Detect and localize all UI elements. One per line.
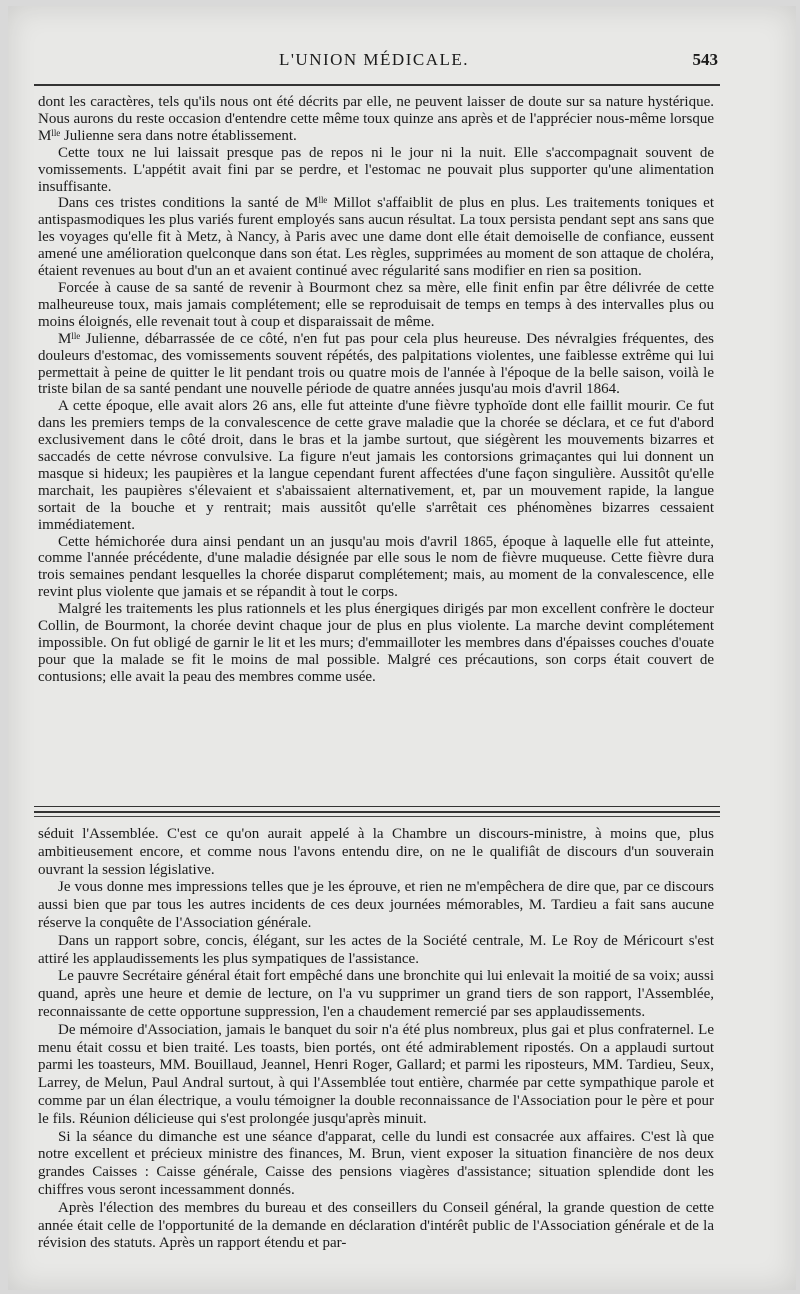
paragraph: Si la séance du dimanche est une séance d'apparat, celle du lundi est consacrée aux affaires. C'est là que notre excellent et précieux ministre des finances, M. Brun, vient exposer la situation financière de nos deux grandes Caisses : Caisse générale, Caisse des pensions viagères d'assistance; situation splendide dont les chiffres vous seront incessamment donnés. [38,1128,714,1198]
feuilleton-column [38,826,714,1253]
paragraph: dont les caractères, tels qu'ils nous ont été décrits par elle, ne peuvent laisser de doute sur sa nature hystérique. Nous aurons du reste occasion d'entendre cette même toux quinze ans après et de l'apprécier nous-même lorsque Mˡˡᵉ Julienne sera dans notre établissement. [38,94,714,144]
paragraph: De mémoire d'Association, jamais le banquet du soir n'a été plus nombreux, plus gai et plus confraternel. Le menu était cossu et bien traité. Les toasts, bien portés, ont été admirablement ripostés. On a applaudi surtout parmi les toasteurs, MM. Bouillaud, Jeannel, Henri Roger, Gallard; et parmi les riposteurs, MM. Tardieu, Seux, Larrey, de Melun, Paul Andral surtout, à qui l'Assemblée tout entière, charmée par cette sympathique parole et comme par un élan électrique, a voulu témoigner la double reconnaissance de l'Association pour le père et pour le fils. Réunion délicieuse qui s'est prolongée jusqu'après minuit. [38,1021,714,1127]
paragraph: Forcée à cause de sa santé de revenir à Bourmont chez sa mère, elle finit enfin par être délivrée de cette malheureuse toux, mais jamais complétement; elle se reproduisait de temps en temps à des intervalles plus ou moins éloignés, elle revenait tout à coup et disparaissait de même. [38,279,714,330]
header-rule [34,84,720,86]
paragraph: Cette hémichorée dura ainsi pendant un an jusqu'au mois d'avril 1865, époque à laquelle elle fut atteinte, comme l'année précédente, d'une maladie désignée par elle sous le nom de fièvre muqueuse. Cette fièvre dura trois semaines pendant lesquelles la chorée disparut complétement; mais, au moment de la convalescence, elle revint plus violente que jamais et se répandit à tout le corps. [38,533,714,601]
page-number: 543 [692,50,718,69]
section-divider-thin [34,806,720,807]
paragraph: A cette époque, elle avait alors 26 ans, elle fut atteinte d'une fièvre typhoïde dont elle faillit mourir. Ce fut dans les premiers temps de la convalescence de cette grave maladie que la chorée se déclara, et ce fut d'abord exclusivement dans le côté droit, dans le bras et la jambe surtout, que siégèrent les mouvements bizarres et saccadés de cette névrose convulsive. La figure n'eut jamais les contorsions grimaçantes qui lui donnent un masque si hideux; les paupières et la langue cependant furent affectées d'une façon singulière. Aussitôt qu'elle marchait, les paupières s'élevaient et s'abaissaient alternativement, et, par un mouvement rapide, la langue sortait de la bouche et y rentrait; mais aussitôt qu'elle s'arrêtait ces phénomènes bizarres cessaient immédiatement. [38,398,714,533]
paragraph: Malgré les traitements les plus rationnels et les plus énergiques dirigés par mon excellent confrère le docteur Collin, de Bourmont, la chorée devint chaque jour de plus en plus violente. La marche devint complétement impossible. On fut obligé de garnir le lit et les murs; d'emmailloter les membres dans d'épaisses couches d'ouate pour que la malade se fit le moins de mal possible. Malgré ces précautions, son corps était couvert de contusions; elle avait la peau des membres comme usée. [38,601,714,685]
paragraph: Cette toux ne lui laissait presque pas de repos ni le jour ni la nuit. Elle s'accompagnait souvent de vomissements. L'appétit avait fini par se perdre, et l'estomac ne pouvait plus supporter qu'une alimentation insuffisante. [38,144,714,195]
paragraph: Le pauvre Secrétaire général était fort empêché dans une bronchite qui lui enlevait la moitié de sa voix; aussi quand, après une heure et demie de lecture, on l'a vu supprimer un grand tiers de son rapport, l'Assemblée, reconnaissante de cette opportune suppression, l'en a chaudement remercié par ses applaudissements. [38,968,714,1020]
running-header [34,48,718,76]
paragraph: Après l'élection des membres du bureau et des conseillers du Conseil général, la grande question de cette année était celle de l'opportunité de la demande en déclaration d'intérêt public de l'Association générale et de la révision des statuts. Après un rapport étendu et par- [38,1199,714,1252]
paragraph: Dans ces tristes conditions la santé de Mˡˡᵉ Millot s'affaiblit de plus en plus. Les traitements toniques et antispasmodiques les plus variés furent employés sans aucun résultat. La toux persista pendant sept ans sans que les voyages qu'elle fit à Metz, à Nancy, à Paris avec une dame dont elle était demoiselle de confiance, eussent amené une amélioration quelconque dans son état. Les règles, supprimées au moment de son attaque de choléra, étaient revenues au bout d'un an et avaient continué avec régularité sans modifier en rien sa position. [38,195,714,280]
section-divider-thick [34,811,720,813]
paragraph: séduit l'Assemblée. C'est ce qu'on aurait appelé à la Chambre un discours-ministre, à moins que, plus ambitieusement encore, et comme nous l'avons entendu dire, on ne le qualifiât de discours d'un souverain ouvrant la session législative. [38,826,714,878]
paragraph: Mˡˡᵉ Julienne, débarrassée de ce côté, n'en fut pas pour cela plus heureuse. Des névralgies fréquentes, des douleurs d'estomac, des vomissements souvent répétés, des palpitations violentes, une faiblesse extrême qui lui permettait à peine de quitter le lit pendant trois ou quatre mois de l'année à l'époque de la belle saison, voilà le triste bilan de sa santé pendant une nouvelle période de quatre années jusqu'au mois d'avril 1864. [38,330,714,398]
journal-title: L'UNION MÉDICALE. [278,50,470,69]
paragraph: Dans un rapport sobre, concis, élégant, sur les actes de la Société centrale, M. Le Roy de Méricourt s'est attiré les applaudissements les plus sympatiques de l'assistance. [38,932,714,967]
section-divider-bottom [34,816,720,817]
upper-article [38,94,714,686]
paragraph: Je vous donne mes impressions telles que je les éprouve, et rien ne m'empêchera de dire que, par ce discours aussi bien que par tous les autres incidents de ces deux journées mémorables, M. Tardieu a fait sans aucune réserve la conquête de l'Association générale. [38,879,714,931]
